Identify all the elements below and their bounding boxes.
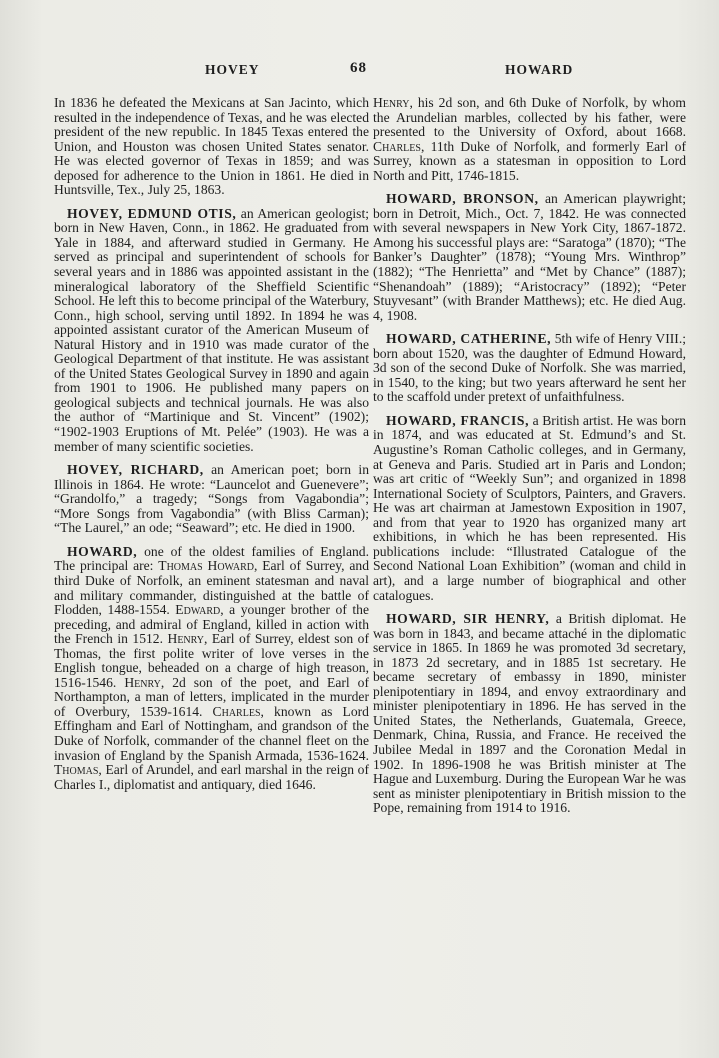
entry-text: 5th wife of Henry VIII.; born about 1520, was the daughter of Edmund Howard, 3d son of the second Duke of Norfolk. She was married, in 1540, to the king; but two years afterward he sent her to the scaffold under pretext of unfaithfulness. [373,331,686,405]
entry-text: one of the oldest families of England. The principal are: [54,543,369,574]
entry-howard-sir-henry [373,612,686,816]
entry-hovey-richard [54,463,369,536]
entry-headword: HOWARD, FRANCIS, [386,412,530,428]
entry-headword: HOWARD, BRONSON, [386,191,539,207]
name-small-caps: Charles [212,703,261,719]
entry-text: a British artist. He was born in 1874, and was educated at St. Edmund’s and St. Augustine’s Roman Catholic colleges, and in Germany, at Geneva and Paris. Studied art in Paris and London; was art critic of “Weekly Sun”; and organized in 1898 International Society of Sculptors, Painters, and Gravers. He was art chairman at Jamestown Exposition in 1907, and from that year to 1920 has organized many art exhibitions, in which he has been represented. His publications include: “Illustrated Catalogue of the Second National Loan Exhibition” (woman and child in art), and a large number of biographical and other catalogues. [373,412,686,603]
entry-text: an American poet; born in Illinois in 1864. He wrote: “Launcelot and Guenevere”; “Grandolfo,” a tragedy; “Songs from Vagabondia”; “More Songs from Vagabondia” (with Bliss Carman); “The Laurel,” an ode; “Seaward”; etc. He died in 1900. [54,462,369,536]
name-small-caps: Henry [167,631,204,647]
entry-text: an American geologist; born in New Haven, Conn., in 1862. He graduated from Yale in 1884, and afterward studied in Germany. He served as principal and superintendent of schools for several years and in 1886 was appointed assistant in the mineralogical laboratory of the Sheffield Scientific School. He left this to become principal of the Waterbury, Conn., high school, serving until 1892. In 1894 he was appointed assistant curator of the American Museum of Natural History and in 1910 was made curator of the Geological Department of that institute. He was assistant of the United States Geological Survey in 1890 and again from 1901 to 1906. He published many papers on geological subjects and technical journals. He was also the author of “Martinique and St. Vincent” (1902); “1902-1903 Eruptions of Mt. Pelée” (1903). He was a member of many scientific societies. [54,205,369,454]
entry-text: , known as Lord Effingham and Earl of Nottingham, and grandson of the Duke of Norfolk, commander of the channel fleet on the invasion of England by the Spanish Armada, 1536-1624. [54,703,369,763]
entry-headword: HOVEY, EDMUND OTIS, [67,205,237,221]
right-column [373,96,686,825]
entry-text: , Earl of Surrey, eldest son of Thomas, the first polite writer of love verses in the English tongue, beheaded on a charge of high treason, 1516-1546. [54,631,369,690]
name-small-caps: Henry [124,674,161,690]
entry-text: an American playwright; born in Detroit, Mich., Oct. 7, 1842. He was connected with several newspapers in New York City, 1867-1872. Among his successful plays are: “Saratoga” (1870); “The Banker’s Daughter” (1878); “Young Mrs. Winthrop” (1882); “The Henrietta” and “Met by Chance” (1887); “Shenandoah” (1889); “Aristocracy” (1892); “Peter Stuyvesant” (with Brander Matthews); etc. He died Aug. 4, 1908. [373,191,686,323]
entry-text: , Earl of Surrey, and third Duke of Norfolk, an eminent statesman and naval and military commander, distinguished at the battle of Flodden, 1488-1554. [54,558,369,618]
name-small-caps: Henry [373,95,410,110]
entry-headword: HOWARD, CATHERINE, [386,331,552,347]
entry-text: , Earl of Arundel, and earl marshal in the reign of Charles I., diplomatist and antiquary, died 1646. [54,762,369,792]
entry-text: , his 2d son, and 6th Duke of Norfolk, by whom the Arundelian marbles, collected by his father, were presented to the University of Oxford, about 1668. [373,95,686,140]
entry-howard-family [54,545,369,792]
entry-headword: HOWARD, [67,543,138,559]
page-number: 68 [350,60,367,76]
name-small-caps: Thomas [54,762,99,778]
running-header [0,58,719,82]
entry-text: , 11th Duke of Norfolk, and formerly Earl of Surrey, known as a statesman in opposition to Lord North and Pitt, 1746-1815. [373,138,686,183]
entry-headword: HOWARD, SIR HENRY, [386,611,550,627]
left-column [54,96,369,801]
entry-headword: HOVEY, RICHARD, [67,462,204,478]
name-small-caps: Edward [175,602,221,618]
entry-text: In 1836 he defeated the Mexicans at San Jacinto, which resulted in the independence of Texas, and he was elected president of the new republic. In 1845 Texas entered the Union, and Houston was chosen United States senator. He was elected governor of Texas in 1859; and was deposed for adherence to the Union in 1861. He died in Huntsville, Tex., July 25, 1863. [54,95,369,198]
name-small-caps: Thomas Howard [158,558,254,574]
header-right-word: HOWARD [505,62,574,77]
header-left-word: HOVEY [205,62,260,77]
entry-text: a British diplomat. He was born in 1843, and became attaché in the diplomatic service in 1865. In 1869 he was promoted 3d secretary, in 1873 2d secretary, and in 1885 1st secretary. He became secretary of embassy in 1890, minister plenipotentiary in 1894, and envoy extraordinary and minister plenipotentiary in 1896. He has served in the United States, the Netherlands, Guatemala, Greece, Denmark, China, Russia, and France. He received the Jubilee Medal in 1897 and the Coronation Medal in 1902. In 1896-1908 he was British minister at The Hague and Luxemburg. During the European War he was sent as minister plenipotentiary in British mission to the Pope, remaining from 1914 to 1916. [373,611,686,816]
name-small-caps: Charles [373,138,421,154]
entry-howard-family-continued [373,96,686,183]
entry-howard-bronson [373,192,686,323]
entry-howard-francis [373,414,686,603]
entry-houston-continued [54,96,369,198]
entry-text: , 2d son of the poet, and Earl of Northampton, a man of letters, implicated in the murder of Overbury, 1539-1614. [54,674,370,719]
entry-howard-catherine [373,332,686,405]
entry-hovey-edmund-otis [54,207,369,454]
entry-text: , a younger brother of the preceding, and admiral of England, killed in action with the French in 1512. [54,602,370,647]
